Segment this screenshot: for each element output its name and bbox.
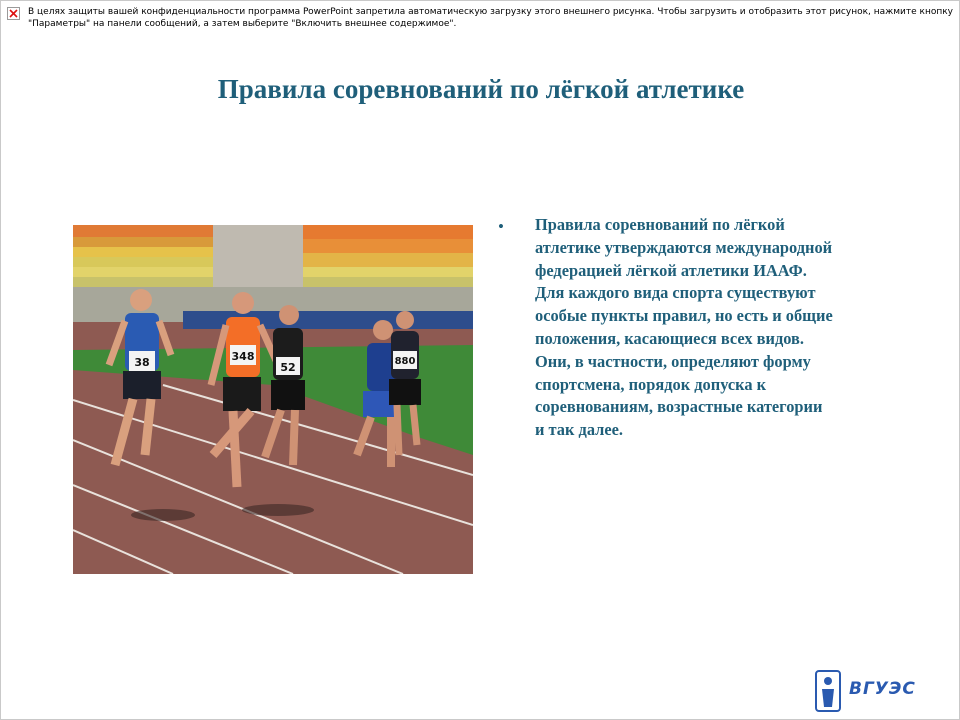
logo-text: ВГУЭС — [849, 679, 916, 699]
slide-body-text: Правила соревнований по лёгкой атлетике утверждаются международной федерацией лёгкой атлетики ИААФ. Для каждого вида спорта существуют особые пункты правил, но есть и общие положения, касающиеся всех видов. Они, в частности, определяют форму спортсмена, порядок допуска к соревнованиям, возрастные категории и так далее. — [535, 215, 833, 440]
broken-image-icon — [7, 7, 20, 20]
university-logo — [813, 669, 927, 713]
athletes-running-photo — [73, 225, 473, 574]
bib-number: 52 — [280, 361, 296, 374]
bib-number: 880 — [394, 356, 416, 367]
blocked-picture-message: В целях защиты вашей конфиденциальности программа PowerPoint запретила автоматическую загрузку этого внешнего рисунка. Чтобы загрузить и отобразить этот рисунок, нажмите кнопку "Параметры" на панели сообщений, а затем выберите "Включить внешнее содержимое". — [28, 7, 954, 29]
slide-title: Правила соревнований по лёгкой атлетике — [217, 74, 745, 104]
bib-number: 38 — [134, 356, 150, 369]
blocked-picture-placeholder[interactable] — [4, 4, 954, 34]
bib-number: 348 — [231, 350, 255, 363]
logo-emblem-icon — [813, 669, 843, 713]
bullet-marker: • — [498, 217, 504, 236]
